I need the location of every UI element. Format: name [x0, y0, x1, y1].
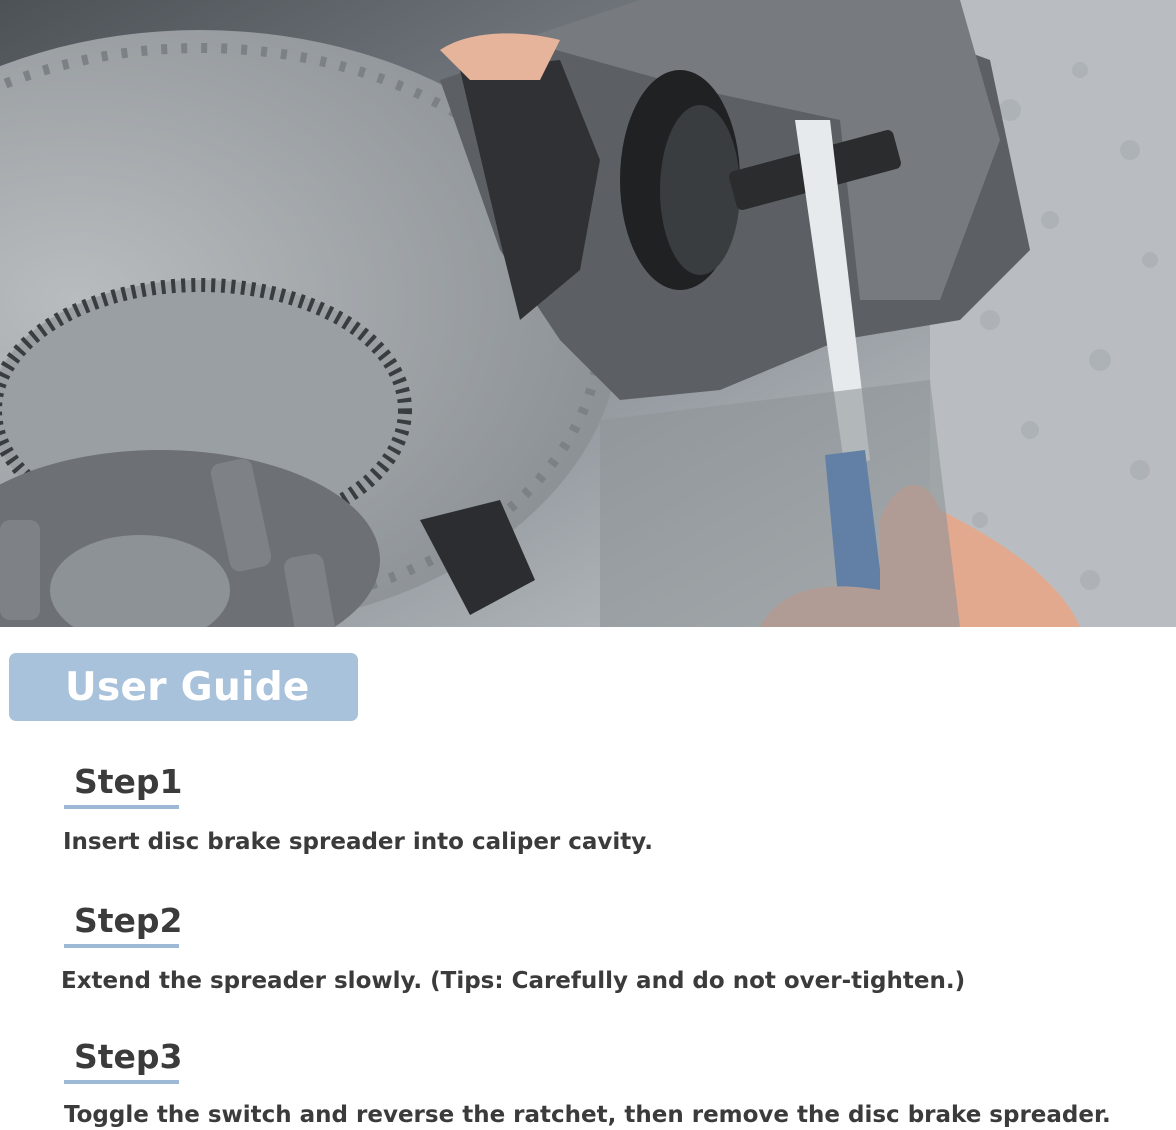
step2-description: Extend the spreader slowly. (Tips: Carefully and do not over-tighten.): [61, 968, 966, 994]
user-guide-title: User Guide: [65, 664, 310, 710]
step2-title: Step2: [64, 901, 179, 948]
step1-title: Step1: [64, 762, 179, 809]
step1-description: Insert disc brake spreader into caliper cavity.: [63, 829, 653, 855]
step3-description: Toggle the switch and reverse the ratchet, then remove the disc brake spreader.: [64, 1102, 1111, 1128]
user-guide-banner: [9, 653, 358, 721]
step3-title: Step3: [64, 1037, 179, 1084]
